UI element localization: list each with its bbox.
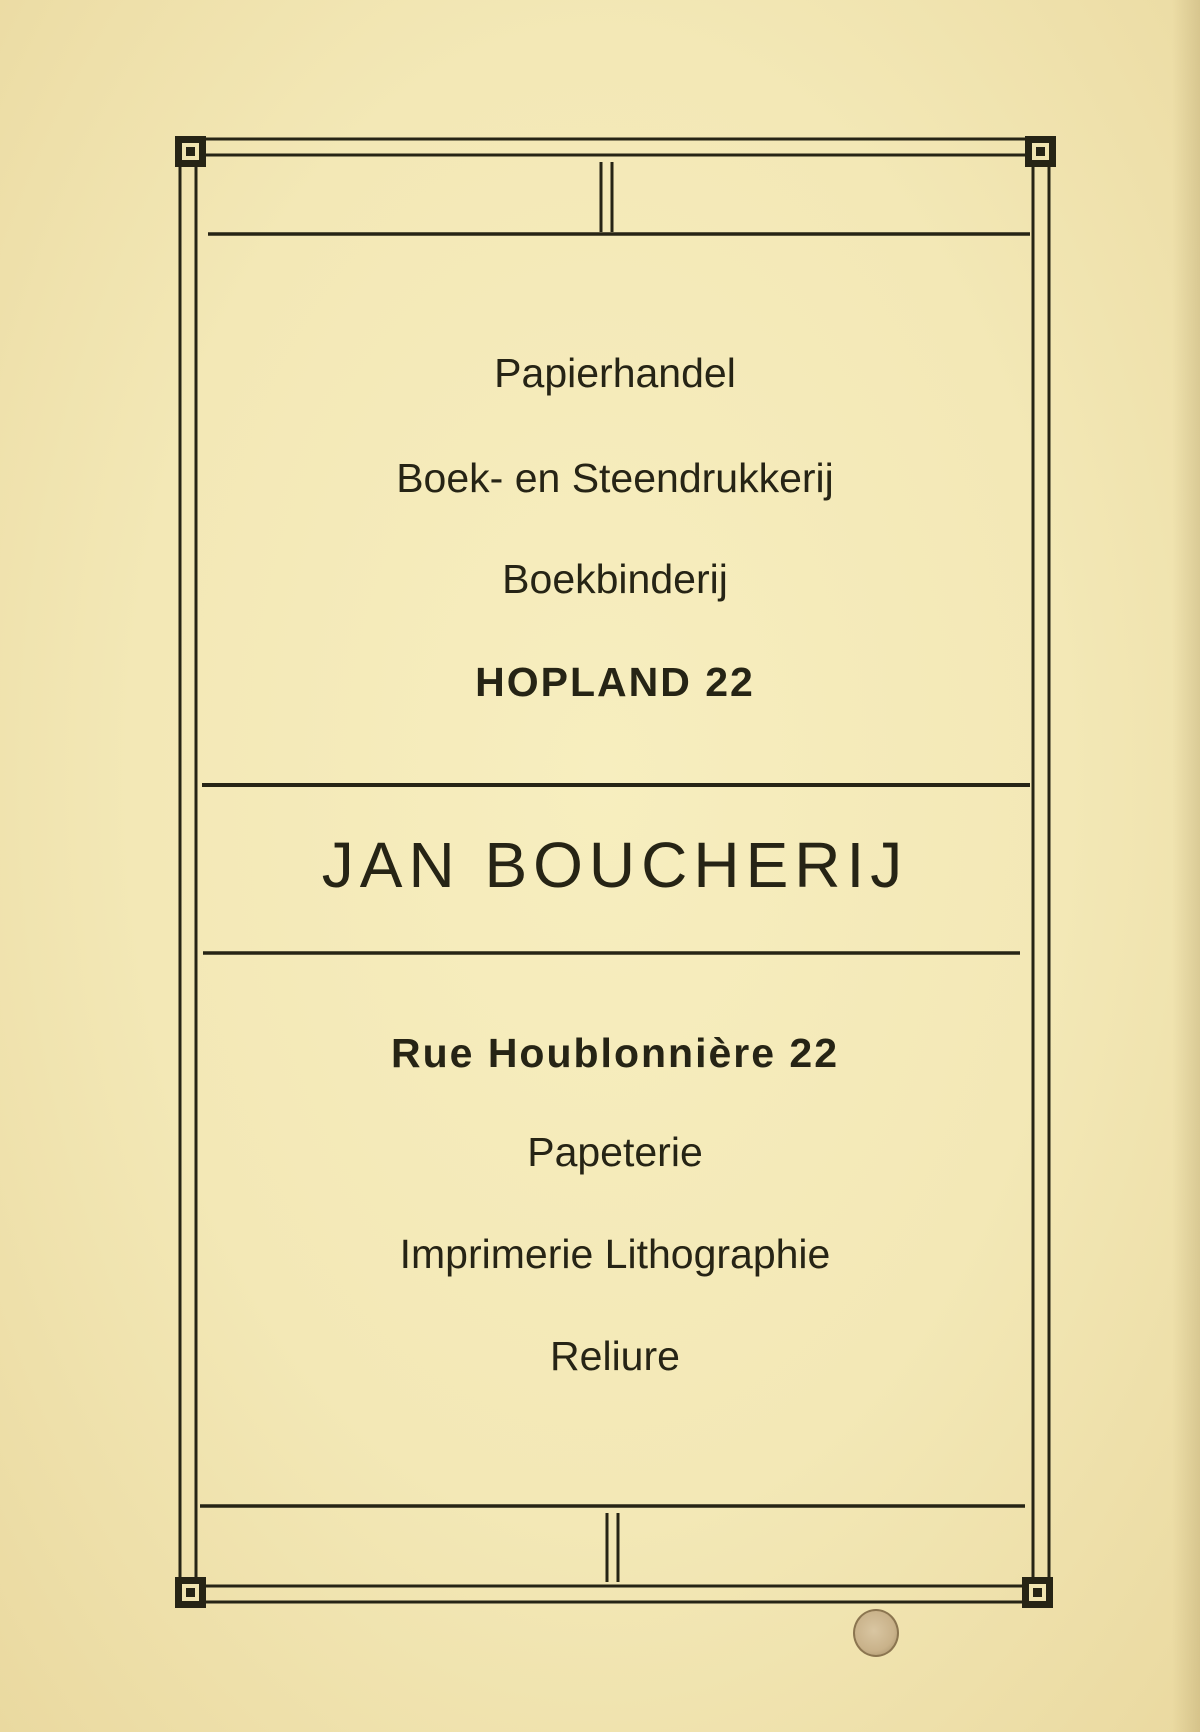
heading-papeterie: Papeterie	[527, 1129, 703, 1175]
heading-imprimerie-lithographie: Imprimerie Lithographie	[399, 1231, 831, 1277]
address-rue-houblonniere: Rue Houblonnière 22	[390, 1030, 840, 1076]
heading-reliure: Reliure	[550, 1333, 680, 1379]
address-hopland: HOPLAND 22	[475, 659, 755, 705]
punch-hole	[853, 1609, 899, 1657]
heading-boek-steendrukkerij: Boek- en Steendrukkerij	[396, 455, 834, 501]
company-name: JAN BOUCHERIJ	[321, 829, 909, 901]
heading-papierhandel: Papierhandel	[494, 350, 736, 396]
heading-boekbinderij: Boekbinderij	[502, 556, 728, 602]
